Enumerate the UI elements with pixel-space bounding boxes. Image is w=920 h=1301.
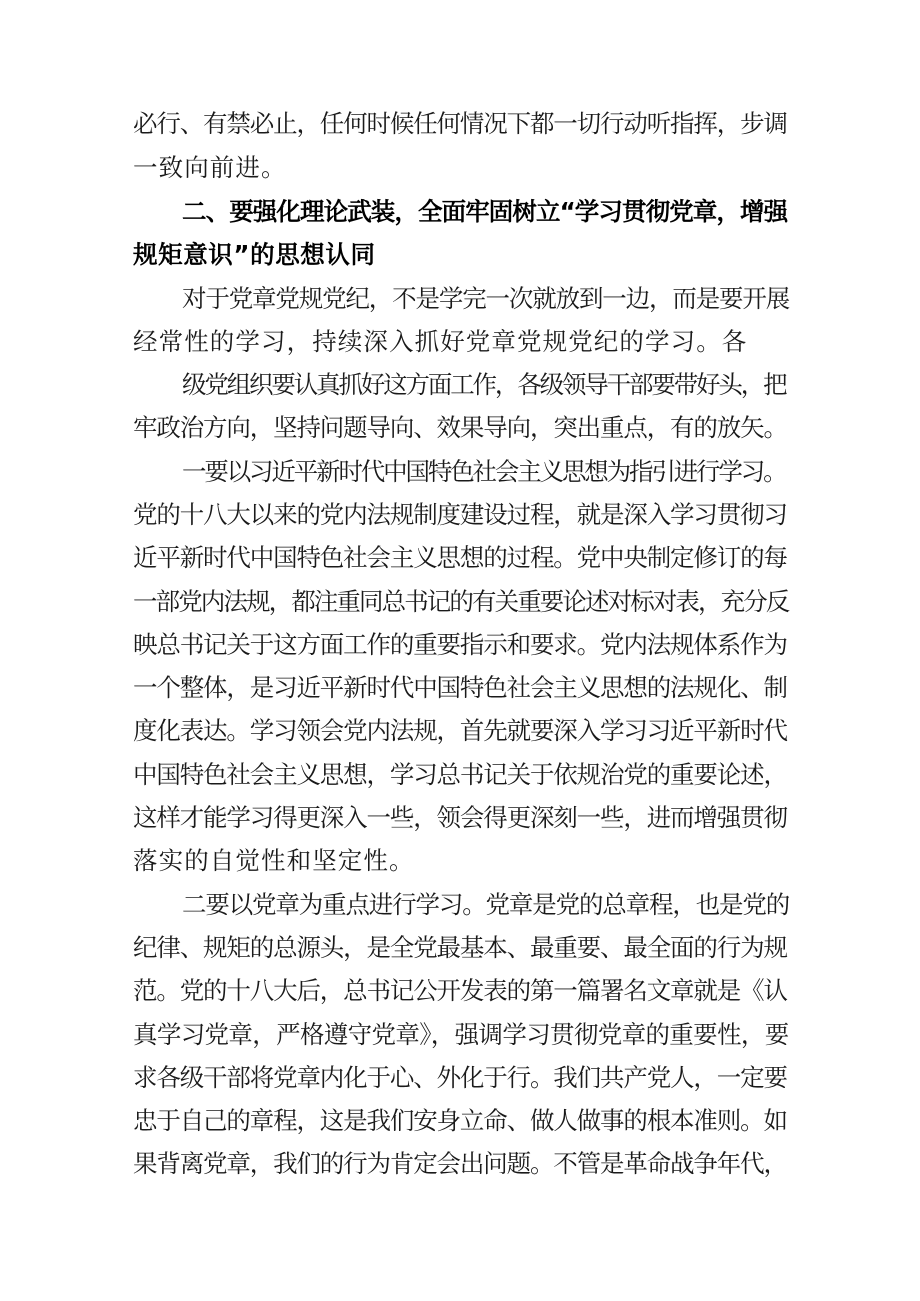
section-heading: 规矩意识”的思想认同 xyxy=(133,240,376,269)
body-line: 果背离党章，我们的行为肯定会出问题。不管是革命战争年代， xyxy=(133,1149,787,1178)
body-line: 必行、有禁必止，任何时候任何情况下都一切行动听指挥，步调 xyxy=(133,109,787,138)
body-line: 二要以党章为重点进行学习。党章是党的总章程，也是党的 xyxy=(182,890,790,919)
section-heading: 二、要强化理论武装，全面牢固树立“学习贯彻党章，增强 xyxy=(182,197,788,226)
body-line: 级党组织要认真抓好这方面工作，各级领导干部要带好头，把 xyxy=(182,370,786,399)
body-line: 对于党章党规党纪，不是学完一次就放到一边，而是要开展 xyxy=(182,284,790,313)
body-line: 近平新时代中国特色社会主义思想的过程。党中央制定修订的每 xyxy=(133,543,787,572)
body-line: 映总书记关于这方面工作的重要指示和要求。党内法规体系作为 xyxy=(133,630,787,659)
body-line: 求各级干部将党章内化于心、外化于行。我们共产党人，一定要 xyxy=(133,1063,787,1092)
body-line: 一个整体，是习近平新时代中国特色社会主义思想的法规化、制 xyxy=(133,673,787,702)
body-line: 经常性的学习，持续深入抓好党章党规党纪的学习。各 xyxy=(133,327,748,356)
body-line: 牢政治方向，坚持问题导向、效果导向，突出重点，有的放矢。 xyxy=(133,413,787,442)
body-line: 真学习党章，严格遵守党章》，强调学习贯彻党章的重要性，要 xyxy=(133,1020,789,1049)
body-line: 这样才能学习得更深入一些，领会得更深刻一些，进而增强贯彻 xyxy=(133,803,787,832)
body-line: 一致向前进。 xyxy=(133,153,287,182)
body-line: 范。党的十八大后，总书记公开发表的第一篇署名文章就是《认 xyxy=(133,976,787,1005)
body-line: 一部党内法规，都注重同总书记的有关重要论述对标对表，充分反 xyxy=(133,587,789,616)
body-line: 落实的自觉性和坚定性。 xyxy=(133,846,415,875)
body-line: 一要以习近平新时代中国特色社会主义思想为指引进行学习。 xyxy=(182,457,786,486)
body-line: 党的十八大以来的党内法规制度建设过程，就是深入学习贯彻习 xyxy=(133,500,787,529)
body-line: 中国特色社会主义思想，学习总书记关于依规治党的重要论述， xyxy=(133,760,787,789)
body-line: 纪律、规矩的总源头，是全党最基本、最重要、最全面的行为规 xyxy=(133,933,787,962)
body-line: 度化表达。学习领会党内法规，首先就要深入学习习近平新时代 xyxy=(133,716,787,745)
body-line: 忠于自己的章程，这是我们安身立命、做人做事的根本准则。如 xyxy=(133,1106,787,1135)
